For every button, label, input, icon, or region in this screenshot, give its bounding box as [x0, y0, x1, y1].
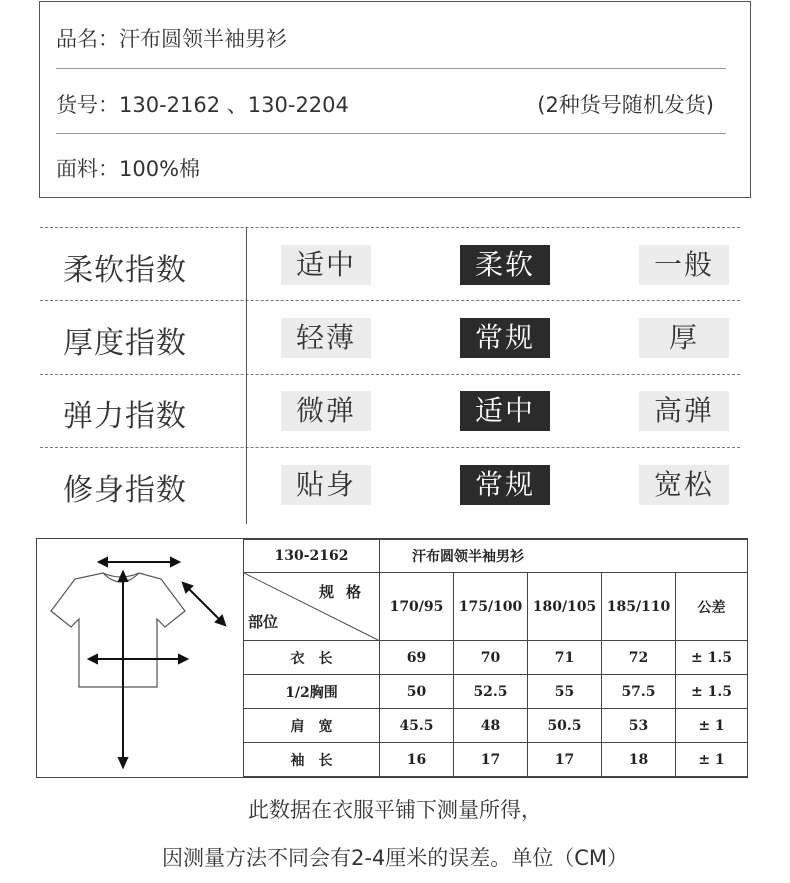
- elasticity-option-selected: 适中: [460, 391, 550, 431]
- index-divider: [40, 447, 740, 448]
- tolerance-header: 公差: [676, 573, 748, 641]
- product-code-value: 130-2162 、130-2204: [119, 93, 349, 117]
- size-table-title: 汗布圆领半袖男衫: [380, 540, 748, 573]
- value-cell: 71: [528, 641, 602, 675]
- size-header: 180/105: [528, 573, 602, 641]
- size-table-code: 130-2162: [244, 540, 380, 573]
- part-cell: 肩宽: [244, 709, 380, 743]
- value-cell: 17: [454, 743, 528, 777]
- thickness-option: 厚: [639, 318, 729, 358]
- spec-part-header: [244, 573, 380, 641]
- elasticity-option: 微弹: [281, 391, 371, 431]
- fit-option: 宽松: [639, 465, 729, 505]
- elasticity-option: 高弹: [639, 391, 729, 431]
- table-row: [244, 743, 748, 777]
- tolerance-cell: ± 1.5: [676, 641, 748, 675]
- thickness-option: 轻薄: [281, 318, 371, 358]
- softness-index-label: 柔软指数: [63, 253, 187, 288]
- part-cell: 1/2胸围: [244, 675, 380, 709]
- product-name-row: [56, 23, 726, 53]
- product-name-value: 汗布圆领半袖男衫: [119, 27, 287, 51]
- fit-option-selected: 常规: [460, 465, 550, 505]
- measurement-error-note: 因测量方法不同会有2-4厘米的误差。单位（CM）: [161, 846, 629, 870]
- elasticity-index-label: 弹力指数: [63, 399, 187, 434]
- index-divider: [40, 300, 740, 301]
- value-cell: 57.5: [602, 675, 676, 709]
- fit-index-label: 修身指数: [63, 473, 187, 508]
- product-code-note: (2种货号随机发货): [537, 93, 714, 117]
- fit-option: 贴身: [281, 465, 371, 505]
- fabric-label: 面料：: [56, 157, 119, 181]
- value-cell: 53: [602, 709, 676, 743]
- measurement-note: 此数据在衣服平铺下测量所得，: [248, 798, 542, 822]
- thickness-index-label: 厚度指数: [63, 326, 187, 361]
- tshirt-measurement-icon: [37, 539, 243, 777]
- index-vertical-divider: [246, 227, 247, 524]
- size-header: 175/100: [454, 573, 528, 641]
- table-row: [244, 675, 748, 709]
- part-cell: 袖长: [244, 743, 380, 777]
- tolerance-cell: ± 1: [676, 709, 748, 743]
- tolerance-cell: ± 1.5: [676, 675, 748, 709]
- part-cell: 衣长: [244, 641, 380, 675]
- tshirt-diagram: [37, 539, 243, 777]
- value-cell: 70: [454, 641, 528, 675]
- info-divider: [56, 133, 726, 134]
- value-cell: 17: [528, 743, 602, 777]
- table-row: [244, 709, 748, 743]
- index-divider: [40, 374, 740, 375]
- value-cell: 52.5: [454, 675, 528, 709]
- part-label: 部位: [248, 613, 279, 631]
- softness-option: 一般: [639, 245, 729, 285]
- size-chart: [36, 538, 748, 778]
- value-cell: 45.5: [380, 709, 454, 743]
- table-row: [244, 641, 748, 675]
- value-cell: 55: [528, 675, 602, 709]
- size-header: 170/95: [380, 573, 454, 641]
- value-cell: 50.5: [528, 709, 602, 743]
- fabric-value: 100%棉: [119, 157, 201, 181]
- size-table: [243, 539, 748, 777]
- value-cell: 50: [380, 675, 454, 709]
- tolerance-cell: ± 1: [676, 743, 748, 777]
- softness-option: 适中: [281, 245, 371, 285]
- product-code-row: [56, 89, 726, 119]
- value-cell: 69: [380, 641, 454, 675]
- product-code-label: 货号：: [56, 93, 119, 117]
- thickness-option-selected: 常规: [460, 318, 550, 358]
- value-cell: 16: [380, 743, 454, 777]
- value-cell: 18: [602, 743, 676, 777]
- info-divider: [56, 68, 726, 69]
- size-header: 185/110: [602, 573, 676, 641]
- value-cell: 72: [602, 641, 676, 675]
- index-divider: [40, 227, 740, 228]
- value-cell: 48: [454, 709, 528, 743]
- product-info-box: [39, 1, 751, 198]
- fabric-row: [56, 153, 726, 183]
- spec-label: 规格: [318, 583, 373, 601]
- product-name-label: 品名：: [56, 27, 119, 51]
- softness-option-selected: 柔软: [460, 245, 550, 285]
